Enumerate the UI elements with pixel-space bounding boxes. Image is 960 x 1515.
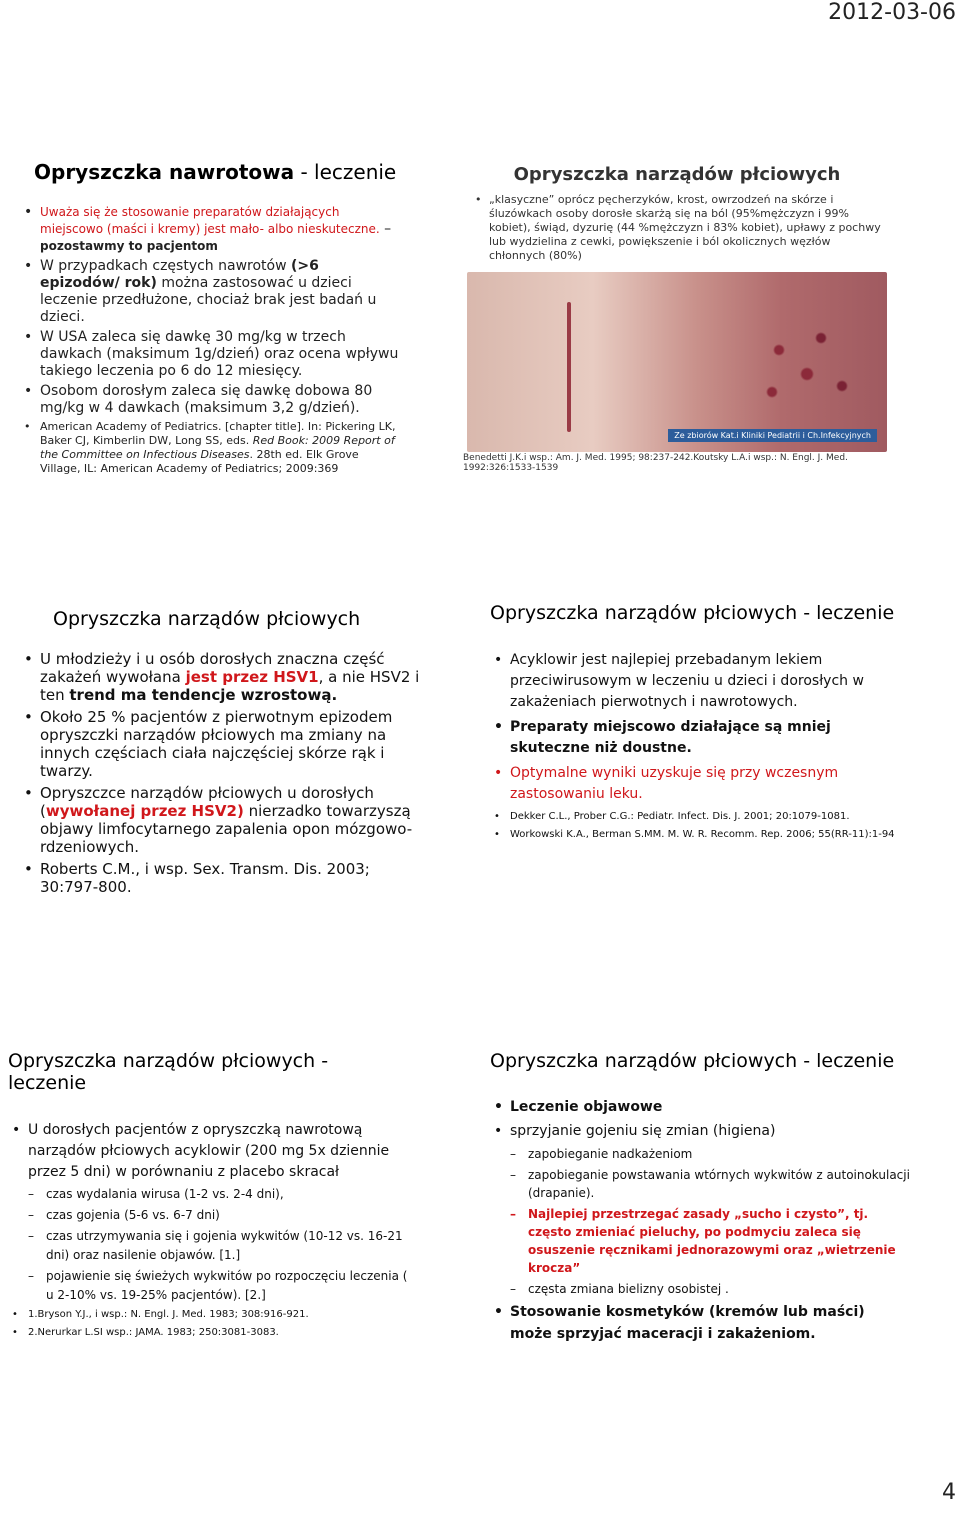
photo-detail xyxy=(567,302,571,432)
bullet-text-red: Uważa się że stosowanie preparatów działających miejscowo (maści i kremy) jest mało- albo nieskuteczne. xyxy=(40,205,380,236)
sub-list-item: – zapobieganie powstawania wtórnych wykwitów z autoinokulacji (drapanie). xyxy=(490,1166,910,1202)
reference-text: American Academy of Pediatrics. [chapter title]. In: Pickering LK, Baker CJ, Kimberlin DW, Long SS, eds. xyxy=(40,420,396,447)
reference-text: Benedetti J.K.i wsp.: Am. J. Med. 1995; 98:237-242.Koutsky L.A.i wsp.: N. Engl. J. Med. 1992:326:1533-1539 xyxy=(463,453,848,473)
slide-genital-herpes-image xyxy=(463,160,891,475)
reference-item: • Roberts C.M., i wsp. Sex. Transm. Dis. 2003; 30:797-800. xyxy=(20,860,420,896)
document-date: 2012-03-06 xyxy=(828,0,956,25)
slide-recurrent-herpes-treatment xyxy=(20,160,400,479)
bullet-text: Opryszczce narządów płciowych u dorosłych ( xyxy=(40,784,374,820)
photo-lesions xyxy=(737,302,877,422)
reference-text: . 28th ed. Elk Grove Village, IL: American Academy of Pediatrics; 2009:369 xyxy=(40,448,359,475)
bullet-text: • „klasyczne” oprócz pęcherzyków, krost, owrzodzeń na skórze i śluzówkach osoby dorosłe skarżą się na ból (95%mężczyzn i 99% kobiet), świąd, dyzurię (44 %mężczyzn i 83% kobiet), upławy z pochwy lub wydzielina z cewki, powiększenie i ból okolicznych węzłów chłonnych (80%) xyxy=(475,193,881,263)
reference-item: • Dekker C.L., Prober C.G.: Pediatr. Infect. Dis. J. 2001; 20:1079-1081. xyxy=(490,809,910,825)
bullet-text-red: wywołanej przez HSV2) xyxy=(45,802,244,820)
reference-item xyxy=(20,420,400,476)
bullet-text-bold: trend ma tendencje wzrostową. xyxy=(69,686,338,704)
sub-list-item: – pojawienie się świeżych wykwitów po rozpoczęciu leczenia ( u 2-10% vs. 19-25% pacjentów). [2.] xyxy=(8,1267,408,1305)
reference-item: • 1.Bryson Y.J., i wsp.: N. Engl. J. Med. 1983; 308:916-921. xyxy=(8,1307,408,1323)
page-number: 4 xyxy=(942,1480,956,1505)
slide-title: Opryszczka narządów płciowych xyxy=(513,164,841,185)
bullet-list xyxy=(490,650,910,843)
reference-title: Red Book: 2009 Report of the Committee on Infectious Diseases xyxy=(40,434,395,461)
slide-title: Opryszczka narządów płciowych - leczenie xyxy=(8,1050,329,1094)
list-item xyxy=(20,650,420,704)
bullet-text-bold: pozostawmy to pacjentom xyxy=(40,239,218,253)
list-item: • sprzyjanie gojeniu się zmian (higiena) xyxy=(490,1120,910,1142)
bullet-dash: – xyxy=(379,221,392,237)
list-item xyxy=(20,204,400,255)
slide-title-rest: - leczenie xyxy=(294,160,397,184)
slide-genital-herpes xyxy=(20,608,420,900)
slide-title: Opryszczka narządów płciowych - leczenie xyxy=(490,1050,895,1072)
photo-caption: Ze zbiorów Kat.i Kliniki Pediatrii i Ch.Infekcyjnych xyxy=(668,429,877,442)
sub-list-item: – zapobieganie nadkażeniom xyxy=(490,1145,910,1163)
reference-item: • Workowski K.A., Berman S.MM. M. W. R. Recomm. Rep. 2006; 55(RR-11):1-94 xyxy=(490,827,910,843)
list-item: • Leczenie objawowe xyxy=(490,1096,910,1118)
bullet-list xyxy=(8,1120,408,1341)
sub-list-item: – czas wydalania wirusa (1-2 vs. 2-4 dni), xyxy=(8,1185,408,1204)
clinical-photo xyxy=(467,272,887,452)
list-item: • Stosowanie kosmetyków (kremów lub maści) może sprzyjać maceracji i zakażeniom. xyxy=(490,1301,910,1345)
list-item xyxy=(20,258,400,326)
bullet-text-bold: (>6 epizodów/ rok) xyxy=(40,258,319,291)
sub-list-item: – Najlepiej przestrzegać zasady „sucho i czysto”, tj. często zmieniać pieluchy, po podmyciu zaleca się osuszenie ręcznikami jednorazowymi oraz „wietrzenie krocza” xyxy=(490,1205,910,1277)
bullet-list xyxy=(20,204,400,476)
bullet-text: U młodzieży i u osób dorosłych znaczna część zakażeń wywołana xyxy=(40,650,385,686)
slide-title: Opryszczka narządów płciowych - leczenie xyxy=(490,602,895,624)
bullet-text-red: jest przez HSV1 xyxy=(185,668,319,686)
bullet-text: nierzadko towarzyszą objawy limfocytarnego zapalenia opon mózgowo-rdzeniowych. xyxy=(40,802,413,856)
bullet-list xyxy=(20,650,420,896)
slide-genital-herpes-treatment-3 xyxy=(490,1050,910,1347)
slide-genital-herpes-treatment-1 xyxy=(490,602,910,845)
list-item: • Acyklowir jest najlepiej przebadanym lekiem przeciwirusowym w leczeniu u dzieci i dorosłych w zakażeniach pierwotnych i nawrotowych. xyxy=(490,650,910,713)
bullet-text: W przypadkach częstych nawrotów xyxy=(40,258,292,274)
list-item: • Osobom dorosłym zaleca się dawkę dobowa 80 mg/kg w 4 dawkach (maksimum 3,2 g/dzień). xyxy=(20,383,400,417)
slide-title: Opryszczka narządów płciowych xyxy=(53,608,361,630)
sub-list-item: – czas utrzymywania się i gojenia wykwitów (10-12 vs. 16-21 dni) oraz nasilenie objawów. [1.] xyxy=(8,1227,408,1265)
list-item xyxy=(20,784,420,856)
slide-title-bold: Opryszczka nawrotowa xyxy=(34,160,295,184)
bullet-text: można zastosować u dzieci leczenie przedłużone, chociaż brak jest badań u dzieci. xyxy=(40,275,377,325)
sub-list-item: – czas gojenia (5-6 vs. 6-7 dni) xyxy=(8,1206,408,1225)
list-item: • U dorosłych pacjentów z opryszczką nawrotową narządów płciowych acyklowir (200 mg 5x dziennie przez 5 dni) w porównaniu z placebo skracał xyxy=(8,1120,408,1183)
bullet-text: , a nie HSV2 i ten xyxy=(40,668,420,704)
list-item: • W USA zaleca się dawkę 30 mg/kg w trzech dawkach (maksimum 1g/dzień) oraz ocena wpływu takiego leczenia po 6 do 12 miesięcy. xyxy=(20,329,400,380)
list-item: • Około 25 % pacjentów z pierwotnym epizodem opryszczki narządów płciowych ma zmiany na innych częściach ciała najczęściej skórze rąk i twarzy. xyxy=(20,708,420,780)
slide-genital-herpes-treatment-2 xyxy=(8,1050,408,1343)
bullet-list xyxy=(490,1096,910,1345)
list-item: • Preparaty miejscowo działające są mniej skuteczne niż doustne. xyxy=(490,717,910,759)
reference-item: • 2.Nerurkar L.SI wsp.: JAMA. 1983; 250:3081-3083. xyxy=(8,1325,408,1341)
slide-title xyxy=(34,160,400,184)
sub-list-item: – częsta zmiana bielizny osobistej . xyxy=(490,1280,910,1298)
list-item: • Optymalne wyniki uzyskuje się przy wczesnym zastosowaniu leku. xyxy=(490,763,910,805)
